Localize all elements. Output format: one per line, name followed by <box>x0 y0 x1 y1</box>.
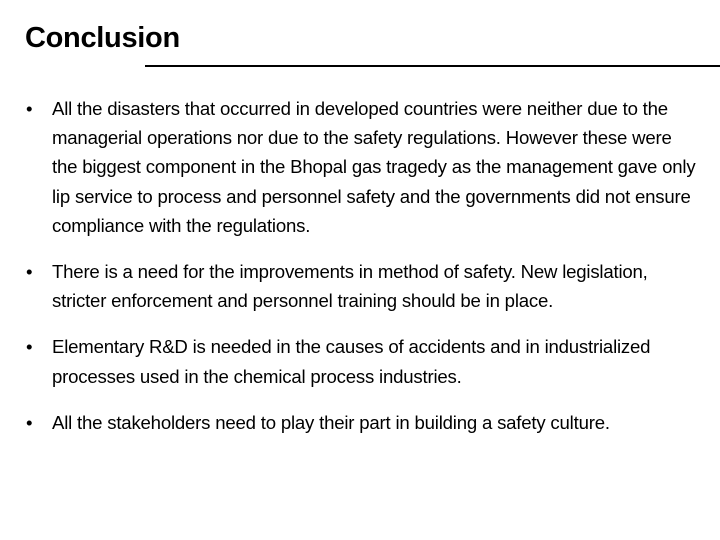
bullet-text: There is a need for the improvements in method of safety. New legislation, stricter enforcement and personnel training should be in place. <box>52 261 648 312</box>
bullet-text: Elementary R&D is needed in the causes of accidents and in industrialized processes used in the chemical process industries. <box>52 336 651 387</box>
bullet-item <box>26 332 698 390</box>
bullet-marker: • <box>26 98 33 119</box>
bullet-list <box>26 94 698 437</box>
bullet-item <box>26 408 698 437</box>
bullet-marker: • <box>26 336 33 358</box>
bullet-text: All the stakeholders need to play their part in building a safety culture. <box>52 411 610 433</box>
bullet-marker: • <box>26 261 33 283</box>
slide-title: Conclusion <box>25 22 180 54</box>
bullet-item <box>26 257 698 315</box>
bullet-item <box>26 94 698 240</box>
title-underline-rule <box>145 65 720 67</box>
bullet-text: All the disasters that occurred in developed countries were neither due to the managerial operations nor due to the safety regulations. However these were the biggest component in the Bhopal gas tragedy as the management gave only lip service to process and personnel safety and the governments did not ensure compliance with the regulations. <box>52 98 696 236</box>
bullet-marker: • <box>26 411 33 433</box>
